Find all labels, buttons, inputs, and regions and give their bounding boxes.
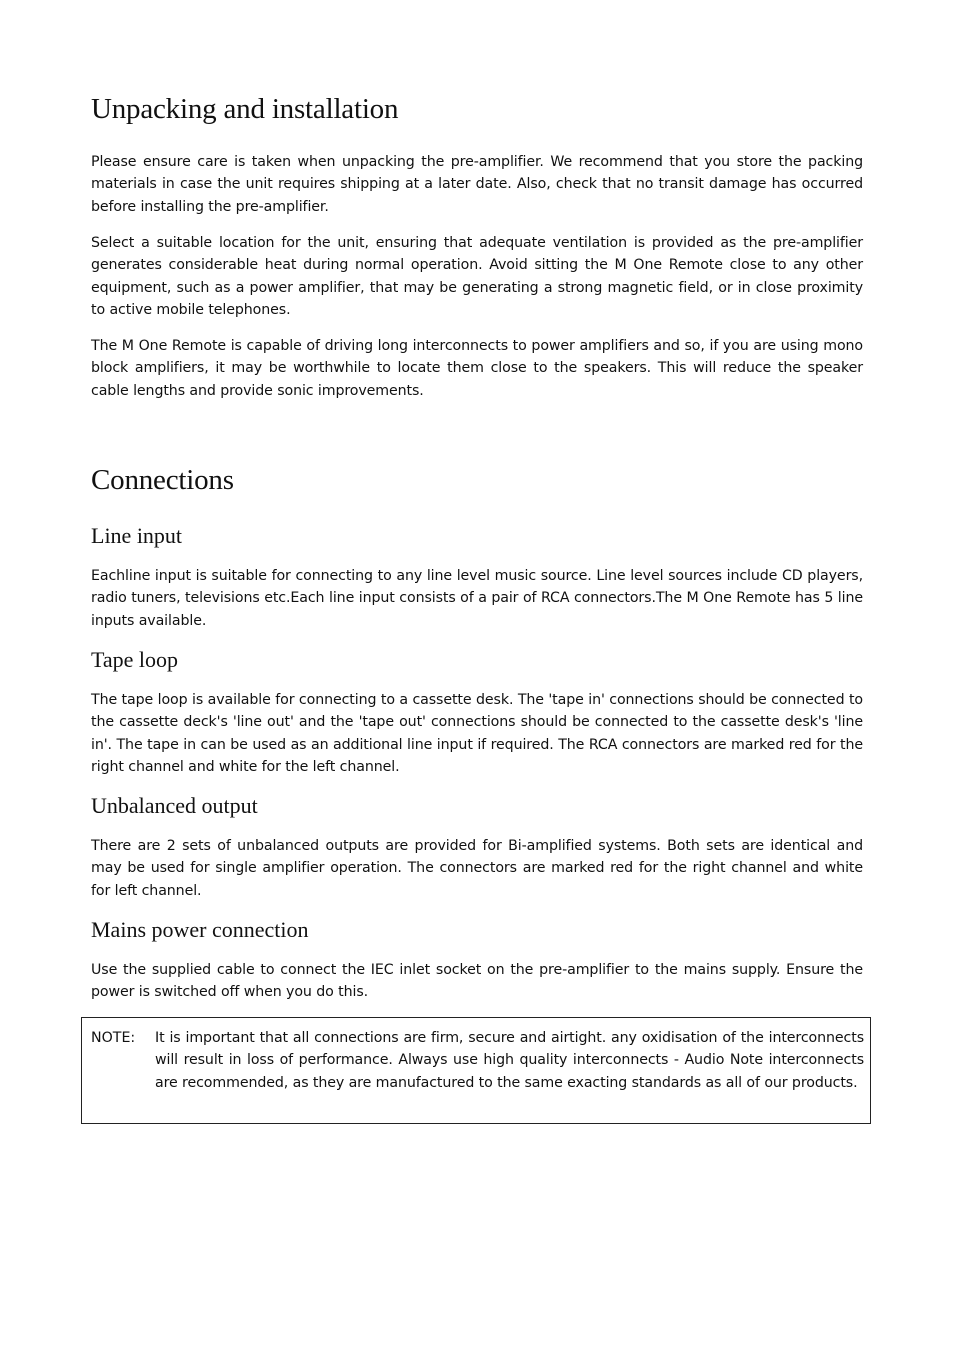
subsection-title-unbalanced-output: Unbalanced output xyxy=(91,793,258,818)
paragraph-mains-power: Use the supplied cable to connect the IEC inlet socket on the pre-amplifier to the mains supply. Ensure the power is switched off when you do this. xyxy=(91,962,863,1001)
note-text: It is important that all connections are firm, secure and airtight. any oxidisation of the interconnects will result in loss of performance. Always use high quality interconnects - Audio Note interconnects are recommended, as they are manufactured to the same exacting standards as all of our products. xyxy=(155,1030,864,1091)
paragraph-line-input: Eachline input is suitable for connecting to any line level music source. Line level sources include CD players, radio tuners, televisions etc.Each line input consists of a pair of RCA connectors.The M One Remote has 5 line inputs available. xyxy=(91,568,863,629)
subsection-title-tape-loop: Tape loop xyxy=(91,647,179,672)
paragraph-unpacking-3: The M One Remote is capable of driving long interconnects to power amplifiers and so, if you are using mono block amplifiers, it may be worthwhile to locate them close to the speakers. This will reduce the speaker cable lengths and provide sonic improvements. xyxy=(91,338,863,399)
note-label: NOTE: xyxy=(91,1030,136,1046)
subsection-title-mains-power: Mains power connection xyxy=(91,917,309,942)
paragraph-unbalanced-output: There are 2 sets of unbalanced outputs are provided for Bi-amplified systems. Both sets are identical and may be used for single amplifier operation. The connectors are marked red for the right channel and white for left channel. xyxy=(91,838,863,899)
subsection-title-line-input: Line input xyxy=(91,523,183,548)
note-box xyxy=(81,1017,871,1124)
section-title-connections: Connections xyxy=(91,464,234,496)
section-title-unpacking: Unpacking and installation xyxy=(91,93,399,125)
paragraph-tape-loop: The tape loop is available for connecting to a cassette desk. The 'tape in' connections should be connected to the cassette deck's 'line out' and the 'tape out' connections should be connected to the cassette desk's 'line in'. The tape in can be used as an additional line input if required. The RCA connectors are marked red for the right channel and white for the left channel. xyxy=(91,692,863,775)
paragraph-unpacking-1: Please ensure care is taken when unpacking the pre-amplifier. We recommend that you store the packing materials in case the unit requires shipping at a later date. Also, check that no transit damage has occurred before installing the pre-amplifier. xyxy=(91,154,863,215)
paragraph-unpacking-2: Select a suitable location for the unit, ensuring that adequate ventilation is provided as the pre-amplifier generates considerable heat during normal operation. Avoid sitting the M One Remote close to any other equipment, such as a power amplifier, that may be generating a strong magnetic field, or in close proximity to active mobile telephones. xyxy=(91,235,863,318)
